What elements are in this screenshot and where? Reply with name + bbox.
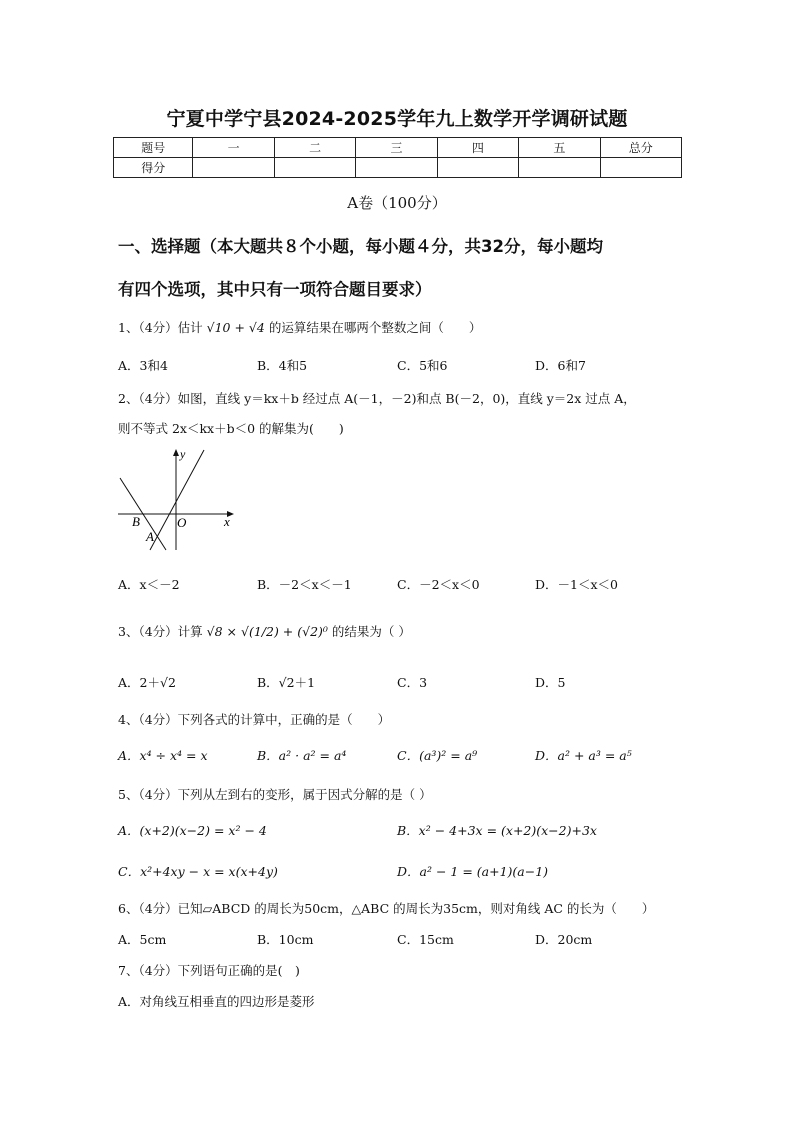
y-axis-arrow: [173, 449, 179, 456]
label-y: y: [180, 447, 186, 461]
label-origin: O: [177, 515, 187, 530]
q7-option-a: A．对角线互相垂直的四边形是菱形: [118, 994, 315, 1009]
label-a: A: [146, 529, 154, 544]
question-7-stem: 7、（4分）下列语句正确的是( ): [118, 963, 300, 978]
q5-option-c: C．x²+4xy − x = x(x+4y): [118, 864, 278, 879]
q3-option-c: C．3: [397, 675, 428, 690]
q3-stem-prefix: 3、（4分）计算: [118, 624, 203, 639]
q6-option-a: A．5cm: [118, 932, 167, 947]
q2-option-b: B．－2＜x＜－1: [257, 577, 352, 592]
q2-figure: [116, 446, 240, 552]
q4-option-d: D．a² + a³ = a⁵: [535, 748, 632, 763]
q2-option-c: C．－2＜x＜0: [397, 577, 480, 592]
score-table: [113, 137, 682, 178]
section-a-heading: A卷（100分）: [347, 194, 447, 212]
q4-option-b: B．a² · a² = a⁴: [257, 748, 347, 763]
score-cell-empty: [600, 158, 681, 178]
q1-option-b: B．4和5: [257, 358, 308, 373]
score-table-header-row: [114, 138, 682, 158]
question-2-stem-line1: 2、（4分）如图，直线 y＝kx＋b 经过点 A(－1，－2)和点 B(－2，0)，直线 y＝2x 过点 A，: [118, 391, 636, 406]
question-5-stem: 5、（4分）下列从左到右的变形，属于因式分解的是（ ）: [118, 787, 432, 802]
q3-option-b: B．√2＋1: [257, 675, 316, 690]
score-cell: 五: [519, 138, 600, 158]
q2-option-d: D．－1＜x＜0: [535, 577, 618, 592]
question-2-stem-line2: 则不等式 2x＜kx＋b＜0 的解集为( ): [118, 421, 344, 436]
score-cell-empty: [193, 158, 274, 178]
question-4-stem: 4、（4分）下列各式的计算中，正确的是（ ）: [118, 712, 391, 727]
question-1-stem: [118, 318, 481, 336]
q5-option-b: B．x² − 4+3x = (x+2)(x−2)+3x: [397, 823, 597, 838]
question-3-stem: [118, 622, 411, 640]
q4-option-c: C．(a³)² = a⁹: [397, 748, 478, 763]
score-cell: 题号: [114, 138, 193, 158]
score-cell-empty: [437, 158, 518, 178]
line-2x: [150, 450, 204, 550]
q1-option-c: C．5和6: [397, 358, 448, 373]
q1-stem-math: √10 + √4: [206, 320, 265, 335]
q1-option-d: D．6和7: [535, 358, 586, 373]
q6-option-b: B．10cm: [257, 932, 314, 947]
score-cell-empty: [356, 158, 437, 178]
score-cell: 得分: [114, 158, 193, 178]
score-cell: 三: [356, 138, 437, 158]
score-cell: 一: [193, 138, 274, 158]
exam-title: 宁夏中学宁县2024-2025学年九上数学开学调研试题: [166, 108, 628, 130]
q3-option-a: A．2＋√2: [118, 675, 176, 690]
question-6-stem: 6、（4分）已知▱ABCD 的周长为50cm，△ABC 的周长为35cm，则对角线 AC 的长为（ ）: [118, 901, 655, 916]
score-cell-empty: [519, 158, 600, 178]
q5-option-d: D．a² − 1 = (a+1)(a−1): [397, 864, 549, 879]
label-b: B: [132, 514, 140, 529]
q4-option-a: A．x⁴ ÷ x⁴ = x: [118, 748, 208, 763]
q6-option-c: C．15cm: [397, 932, 454, 947]
q6-option-d: D．20cm: [535, 932, 593, 947]
score-table-score-row: [114, 158, 682, 178]
score-cell-empty: [274, 158, 355, 178]
q2-option-a: A．x＜－2: [118, 577, 180, 592]
q3-stem-suffix: 的结果为（ ）: [331, 624, 411, 639]
q1-option-a: A．3和4: [118, 358, 168, 373]
q5-option-a: A．(x+2)(x−2) = x² − 4: [118, 823, 267, 838]
label-x: x: [224, 514, 230, 529]
score-cell: 总分: [600, 138, 681, 158]
q3-stem-math: √8 × √(1/2) + (√2)⁰: [206, 624, 328, 639]
q1-stem-prefix: 1、（4分）估计: [118, 320, 203, 335]
score-cell: 二: [274, 138, 355, 158]
part1-heading-line1: 一、选择题（本大题共８个小题，每小题４分，共32分，每小题均: [118, 237, 603, 256]
part1-heading-line2: 有四个选项，其中只有一项符合题目要求）: [118, 280, 432, 299]
score-cell: 四: [437, 138, 518, 158]
q3-option-d: D．5: [535, 675, 566, 690]
q1-stem-suffix: 的运算结果在哪两个整数之间（ ）: [268, 320, 482, 335]
